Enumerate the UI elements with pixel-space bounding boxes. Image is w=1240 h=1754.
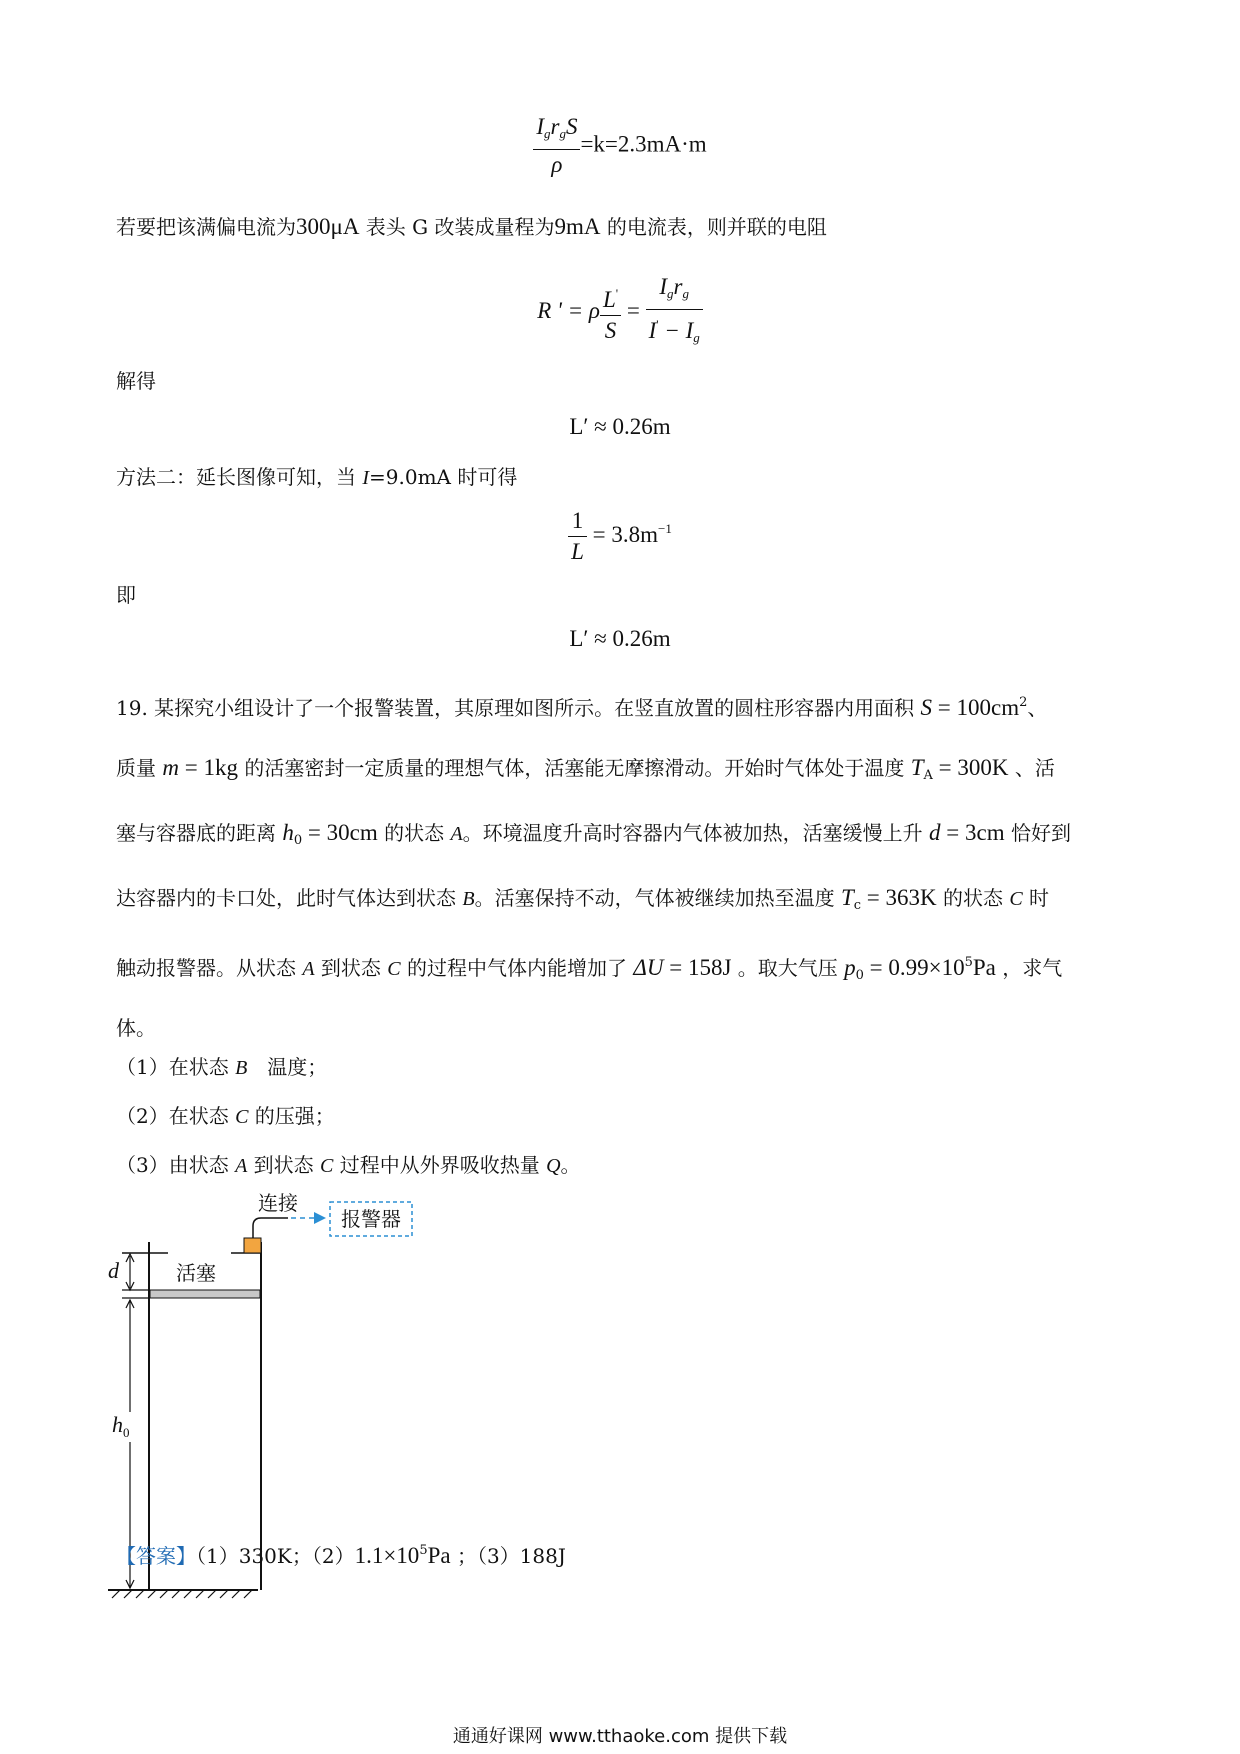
eq-sub: g — [559, 126, 566, 141]
q19-line: 塞与容器底的距离 $h_0 = 30cm$ 的状态 A。环境温度升高时容器内气体被加热，活塞缓慢上升 d = 3cm 恰好到 — [116, 820, 1071, 848]
eq-rhs: = 3.8m — [586, 521, 659, 547]
eq-num: 1 — [568, 506, 587, 537]
eq-symbol: S — [604, 318, 617, 343]
equation-shunt — [0, 272, 1240, 353]
eq-symbol: L — [602, 287, 616, 312]
text: 的电流表，则并联的电阻 — [600, 215, 827, 239]
value: 9mA — [554, 214, 601, 239]
text: 表头 G 改装成量程为 — [359, 215, 555, 239]
eq-symbol: I — [648, 318, 657, 343]
alarm-label: 报警器 — [341, 1207, 401, 1231]
piston-label: 活塞 — [176, 1261, 216, 1285]
fraction — [568, 506, 587, 567]
value: 300μA — [296, 214, 360, 239]
eq-symbol: r — [673, 274, 683, 299]
answer-line — [116, 1536, 1126, 1571]
var: I — [362, 467, 370, 489]
q19-line: 体。 — [116, 1016, 156, 1040]
paragraph-convert — [116, 212, 1126, 242]
eq-symbol: I — [659, 274, 668, 299]
eq-rhs: =k=2.3mA·m — [580, 131, 707, 157]
wire — [253, 1218, 288, 1238]
stopper-block — [244, 1238, 261, 1253]
sub-question-2: （2）在状态 C 的压强； — [116, 1104, 335, 1128]
eq-sup: ' — [656, 317, 659, 332]
page-footer: 通通好课网 www.tthaoke.com 提供下载 — [452, 1726, 788, 1747]
sub-question-1: （1）在状态 B 温度； — [116, 1055, 328, 1079]
answer-value: 1.1×10 — [354, 1543, 420, 1568]
connect-label: 连接 — [258, 1191, 298, 1215]
eq-sub: g — [667, 286, 674, 301]
answer-text: ；（3）188J — [450, 1544, 566, 1568]
text: =9.0mA 时可得 — [369, 465, 518, 489]
q19-line: 触动报警器。从状态 A 到状态 C 的过程中气体内能增加了 ΔU = 158J 。取大气压 $p_0 = 0.99\times 10^5Pa$ ，求气 — [116, 955, 1063, 983]
equation-k — [0, 112, 1240, 180]
question-19 — [116, 688, 1136, 1053]
q19-line: 19. 某探究小组设计了一个报警装置，其原理如图所示。在竖直放置的圆柱形容器内用面积 $S = 100cm^2$、 — [116, 695, 1048, 720]
answer-unit: Pa — [427, 1543, 451, 1568]
fraction — [600, 279, 621, 346]
answer-text: （1）330K；（2） — [196, 1544, 355, 1568]
eq-lhs: R ' = ρ — [537, 297, 600, 323]
eq-symbol: − I — [658, 318, 694, 343]
sub-question-3: （3）由状态 A 到状态 C 过程中从外界吸收热量 Q。 — [116, 1153, 581, 1177]
eq-symbol: I — [536, 114, 544, 139]
fraction — [533, 112, 580, 180]
eq-sub: g — [543, 126, 551, 141]
eq-sub: g — [682, 286, 689, 301]
h0-label: $h_0$ — [112, 1412, 130, 1440]
equation-L2: L′ ≈ 0.26m — [569, 626, 671, 651]
eq-symbol: ρ — [551, 152, 563, 177]
eq-sub: g — [693, 330, 700, 345]
eq-symbol: S — [565, 114, 578, 139]
text: 若要把该满偏电流为 — [116, 215, 296, 239]
label-solve: 解得 — [116, 369, 156, 393]
eq-sup: ' — [615, 286, 619, 301]
fraction — [646, 272, 703, 353]
equation-reciprocal — [0, 506, 1240, 567]
equation-L1: L′ ≈ 0.26m — [569, 414, 671, 439]
eq-sign: = — [621, 297, 646, 323]
answer-tag: 【答案】 — [116, 1544, 196, 1568]
ground-hatching — [112, 1590, 252, 1598]
label-ji: 即 — [116, 583, 136, 607]
text: 方法二：延长图像可知，当 — [116, 465, 363, 489]
eq-symbol: L — [571, 539, 584, 564]
eq-sup: −1 — [658, 520, 672, 536]
answer-sup: 5 — [419, 1543, 428, 1558]
q19-line: 达容器内的卡口处，此时气体达到状态 B。活塞保持不动，气体被继续加热至温度 $T_c = 363K$ 的状态 C 时 — [116, 885, 1050, 913]
q19-line: 质量 m = 1kg 的活塞密封一定质量的理想气体，活塞能无摩擦滑动。开始时气体处于温度 $T_A = 300K$ 、活 — [116, 755, 1055, 783]
eq-symbol: r — [550, 114, 560, 139]
piston — [150, 1290, 260, 1298]
paragraph-method2 — [116, 462, 1126, 493]
d-label: d — [108, 1258, 119, 1283]
